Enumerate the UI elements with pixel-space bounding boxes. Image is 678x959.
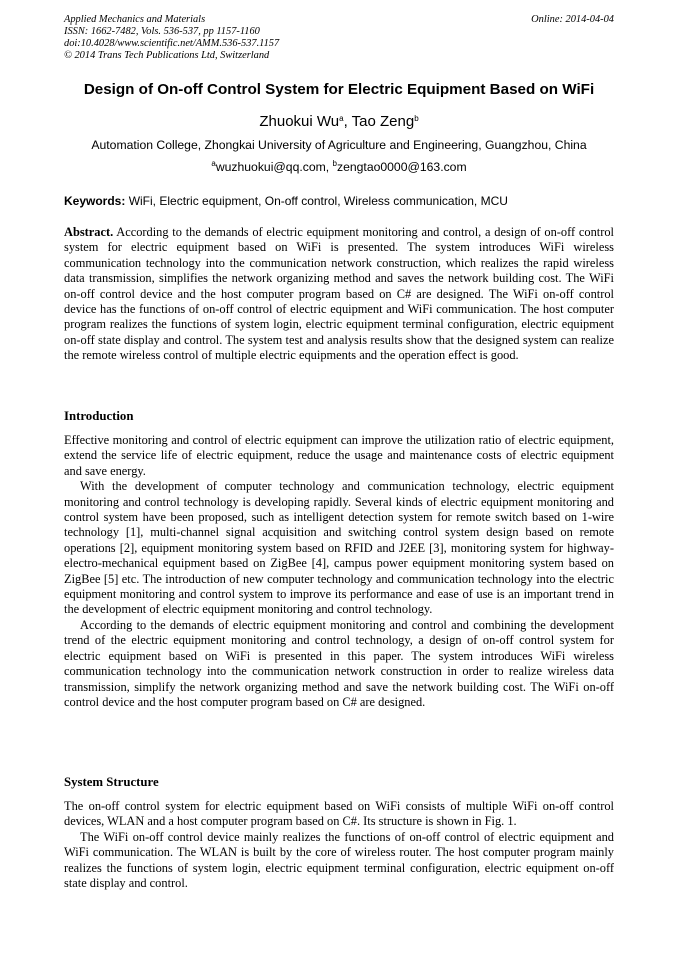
abstract [64, 225, 614, 364]
author-2: Tao Zeng [351, 113, 415, 130]
keywords-text: WiFi, Electric equipment, On-off control, Wireless communication, MCU [125, 194, 508, 208]
email-2: zengtao0000@163.com [337, 160, 467, 174]
keywords-label: Keywords: [64, 194, 126, 208]
author-separator: , [343, 113, 352, 130]
author-1: Zhuokui Wu [259, 113, 340, 130]
keywords [64, 194, 624, 209]
system-paragraph-1: The on-off control system for electric equipment based on WiFi consists of multiple WiFi on-off control devices, WLAN and a host computer program based on C#. Its structure is shown in Fig. 1. [64, 799, 614, 829]
author-2-mark: b [414, 114, 419, 123]
copyright-line: © 2014 Trans Tech Publications Ltd, Switzerland [64, 50, 270, 61]
affiliation: Automation College, Zhongkai University of Agriculture and Engineering, Guangzhou, China [91, 138, 587, 152]
doi-line: doi:10.4028/www.scientific.net/AMM.536-537.1157 [64, 38, 280, 49]
introduction-heading: Introduction [64, 409, 134, 423]
intro-paragraph-1: Effective monitoring and control of electric equipment can improve the utilization ratio of electric equipment, extend the service life of electric equipment, reduce the usage and maintenance costs of electric equipment and save energy. [64, 433, 614, 478]
introduction-section [64, 433, 614, 710]
author-1-mark: a [339, 114, 344, 123]
email-1-mark: a [211, 159, 216, 168]
abstract-label: Abstract. [64, 225, 114, 239]
email-line [40, 160, 638, 175]
abstract-text: According to the demands of electric equipment monitoring and control, a design of on-off control system for electric equipment based on WiFi is presented. The system introduces WiFi wireless communication technology into the communication network construction, which realizes the rapid wireless data transmission, simplifies the network organizing method and saves the network building cost. The WiFi on-off control device and the host computer program based on C# are designed. The WiFi on-off control device has the functions of on-off control of electric equipment and WiFi communication. The host computer program realizes the functions of system login, electric equipment terminal configuration, electric equipment on-off state display and control. The system test and analysis results show that the designed system can realize the remote wireless control of multiple electric equipments and the operation effect is good. [64, 225, 614, 363]
system-structure-heading: System Structure [64, 775, 159, 789]
author-line [40, 113, 638, 131]
email-2-mark: b [332, 159, 337, 168]
online-date: Online: 2014-04-04 [531, 14, 614, 25]
system-paragraph-2: The WiFi on-off control device mainly realizes the functions of on-off control of electric equipment and WiFi communication. The WLAN is built by the core of wireless router. The host computer program mainly realizes the functions of system login, electric equipment terminal configuration, electric equipment on-off state display and control. [64, 829, 614, 891]
intro-paragraph-2: With the development of computer technology and communication technology, electric equipment monitoring and control technology is developing rapidly. Several kinds of electric equipment monitoring and control system have been proposed, such as intelligent detection system for remote switch based on 1-wire technology [1], multi-channel signal acquisition and switching control system design based on remote operations [2], equipment monitoring system based on RFID and J2EE [3], monitoring system for highway-electro-mechanical equipment based on ZigBee [4], campus power equipment monitoring system based on ZigBee [5] etc. The introduction of new computer technology and communication technology into the electric equipment monitoring and control system to improve its performance and ease of use is an important trend in the development of electric equipment monitoring and control technology. [64, 479, 614, 617]
journal-header [64, 14, 614, 62]
intro-paragraph-3: According to the demands of electric equipment monitoring and control and combining the development trend of the electric equipment monitoring and control technology, a design of on-off control system for electric equipment based on WiFi is presented in this paper. The system introduces WiFi wireless communication technology into the communication network construction in order to realize wireless data transmission, simplify the network organizing method and save the network building cost. The WiFi on-off control device and the host computer program based on C# are designed. [64, 617, 614, 709]
email-separator: , [325, 160, 333, 174]
paper-title: Design of On-off Control System for Electric Equipment Based on WiFi [83, 81, 595, 98]
issn-line: ISSN: 1662-7482, Vols. 536-537, pp 1157-1160 [64, 26, 260, 37]
journal-name: Applied Mechanics and Materials [64, 14, 206, 25]
email-1: wuzhuokui@qq.com [215, 160, 326, 174]
system-structure-section [64, 799, 614, 891]
